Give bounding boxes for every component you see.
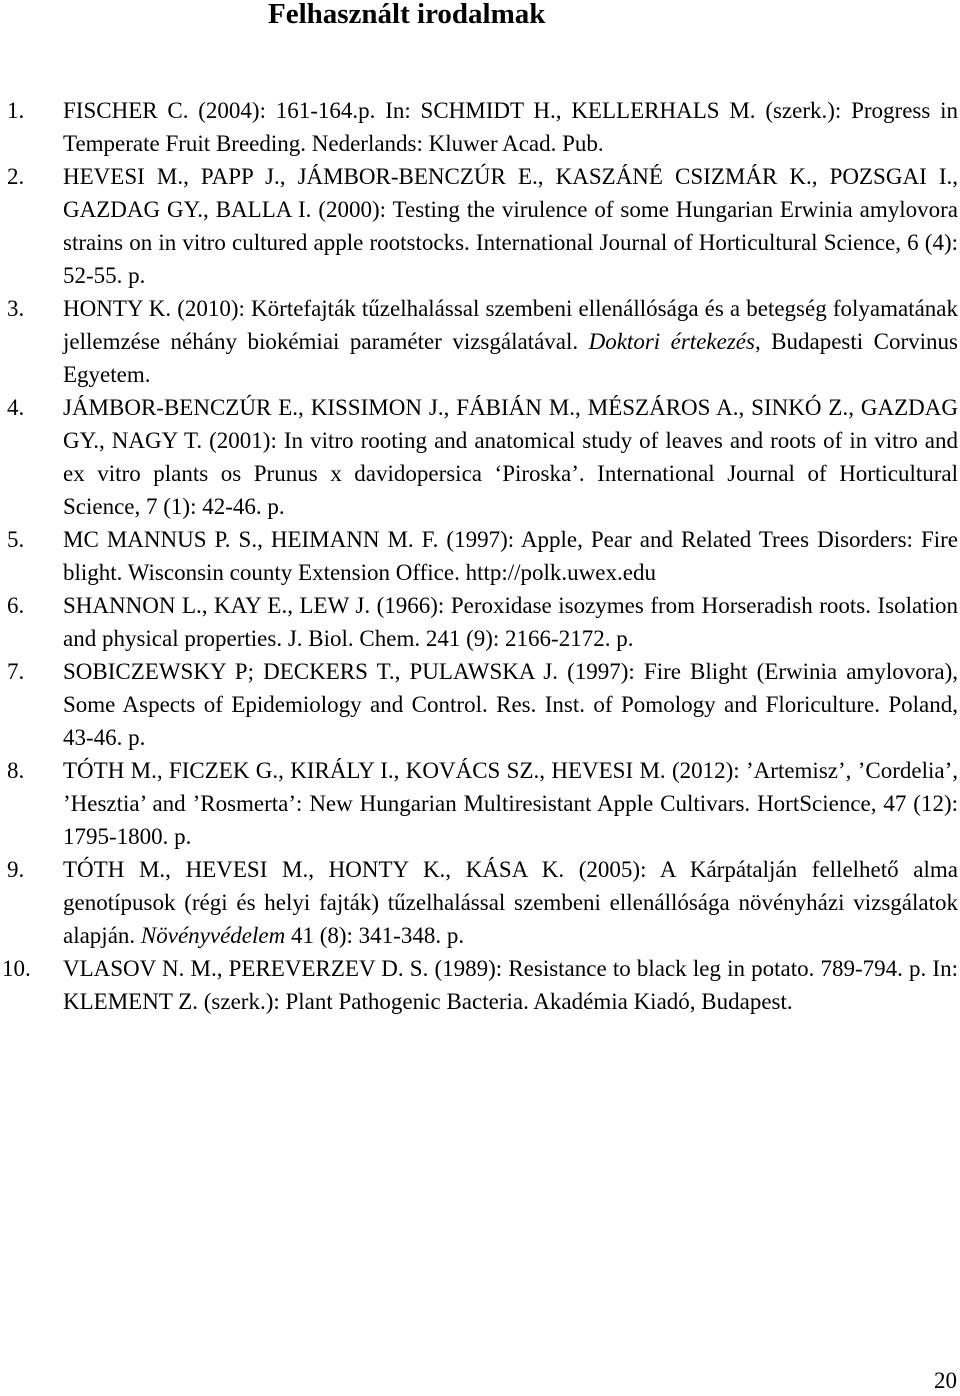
reference-text: MC MANNUS P. S., HEIMANN M. F. (1997): Apple, Pear and Related Trees Disorders: Fire blight. Wisconsin county Extension Office. http://polk.uwex.edu (63, 527, 958, 585)
reference-text: TÓTH M., FICZEK G., KIRÁLY I., KOVÁCS SZ., HEVESI M. (2012): ’Artemisz’, ’Cordelia’, ’Hesztia’ and ’Rosmerta’: New Hungarian Multiresistant Apple Cultivars. HortScience, 47 (12): 1795-1800. p. (63, 758, 958, 849)
reference-text: , Budapesti Corvinus Egyetem. (63, 329, 958, 387)
reference-number: 2. (7, 164, 25, 189)
reference-number: 3. (7, 296, 25, 321)
reference-number: 8. (7, 758, 25, 783)
reference-number: 4. (7, 395, 25, 420)
reference-number: 1. (7, 98, 25, 123)
reference-text: SOBICZEWSKY P; DECKERS T., PULAWSKA J. (1997): Fire Blight (Erwinia amylovora), Some Aspects of Epidemiology and Control. Res. Inst. of Pomology and Floriculture. Poland, 43-46. p. (63, 659, 958, 750)
reference-number: 5. (7, 527, 25, 552)
reference-number: 10. (2, 956, 31, 981)
reference-text-italic: Növényvédelem (140, 923, 286, 948)
reference-text: FISCHER C. (2004): 161-164.p. In: SCHMIDT H., KELLERHALS M. (szerk.): Progress in Temperate Fruit Breeding. Nederlands: Kluwer Acad. Pub. (63, 98, 958, 156)
reference-item (0, 853, 960, 952)
reference-number: 6. (7, 593, 25, 618)
reference-list (0, 94, 960, 1018)
reference-item (0, 754, 960, 853)
page-title: Felhasznált irodalmak (268, 0, 546, 30)
reference-text: SHANNON L., KAY E., LEW J. (1966): Peroxidase isozymes from Horseradish roots. Isolation and physical properties. J. Biol. Chem. 241 (9): 2166-2172. p. (63, 593, 958, 651)
reference-text: HONTY K. (2010): Körtefajták tűzelhalással szembeni ellenállósága és a betegség folyamatának jellemzése néhány biokémiai paraméter vizsgálatával. (63, 296, 958, 354)
reference-item (0, 94, 960, 160)
reference-text: TÓTH M., HEVESI M., HONTY K., KÁSA K. (2005): A Kárpátalján fellelhető alma genotípusok (régi és helyi fajták) tűzelhalással szembeni ellenállósága növényházi vizsgálatok alapján. (63, 857, 958, 948)
reference-number: 9. (7, 857, 25, 882)
reference-item (0, 160, 960, 292)
reference-text-italic: Doktori értekezés (588, 329, 755, 354)
reference-number: 7. (7, 659, 25, 684)
reference-item (0, 391, 960, 523)
reference-item (0, 655, 960, 754)
reference-item (0, 292, 960, 391)
reference-item (0, 523, 960, 589)
reference-item (0, 952, 960, 1018)
reference-text: JÁMBOR-BENCZÚR E., KISSIMON J., FÁBIÁN M., MÉSZÁROS A., SINKÓ Z., GAZDAG GY., NAGY T. (2001): In vitro rooting and anatomical study of leaves and roots of in vitro and ex vitro plants os Prunus x davidopersica ‘Piroska’. International Journal of Horticultural Science, 7 (1): 42-46. p. (63, 395, 958, 519)
reference-text: 41 (8): 341-348. p. (285, 923, 465, 948)
page-number: 20 (934, 1368, 957, 1393)
reference-text: VLASOV N. M., PEREVERZEV D. S. (1989): Resistance to black leg in potato. 789-794. p. In: KLEMENT Z. (szerk.): Plant Pathogenic Bacteria. Akadémia Kiadó, Budapest. (63, 956, 958, 1014)
reference-item (0, 589, 960, 655)
reference-text: HEVESI M., PAPP J., JÁMBOR-BENCZÚR E., KASZÁNÉ CSIZMÁR K., POZSGAI I., GAZDAG GY., BALLA I. (2000): Testing the virulence of some Hungarian Erwinia amylovora strains on in vitro cultured apple rootstocks. International Journal of Horticultural Science, 6 (4): 52-55. p. (63, 164, 958, 288)
